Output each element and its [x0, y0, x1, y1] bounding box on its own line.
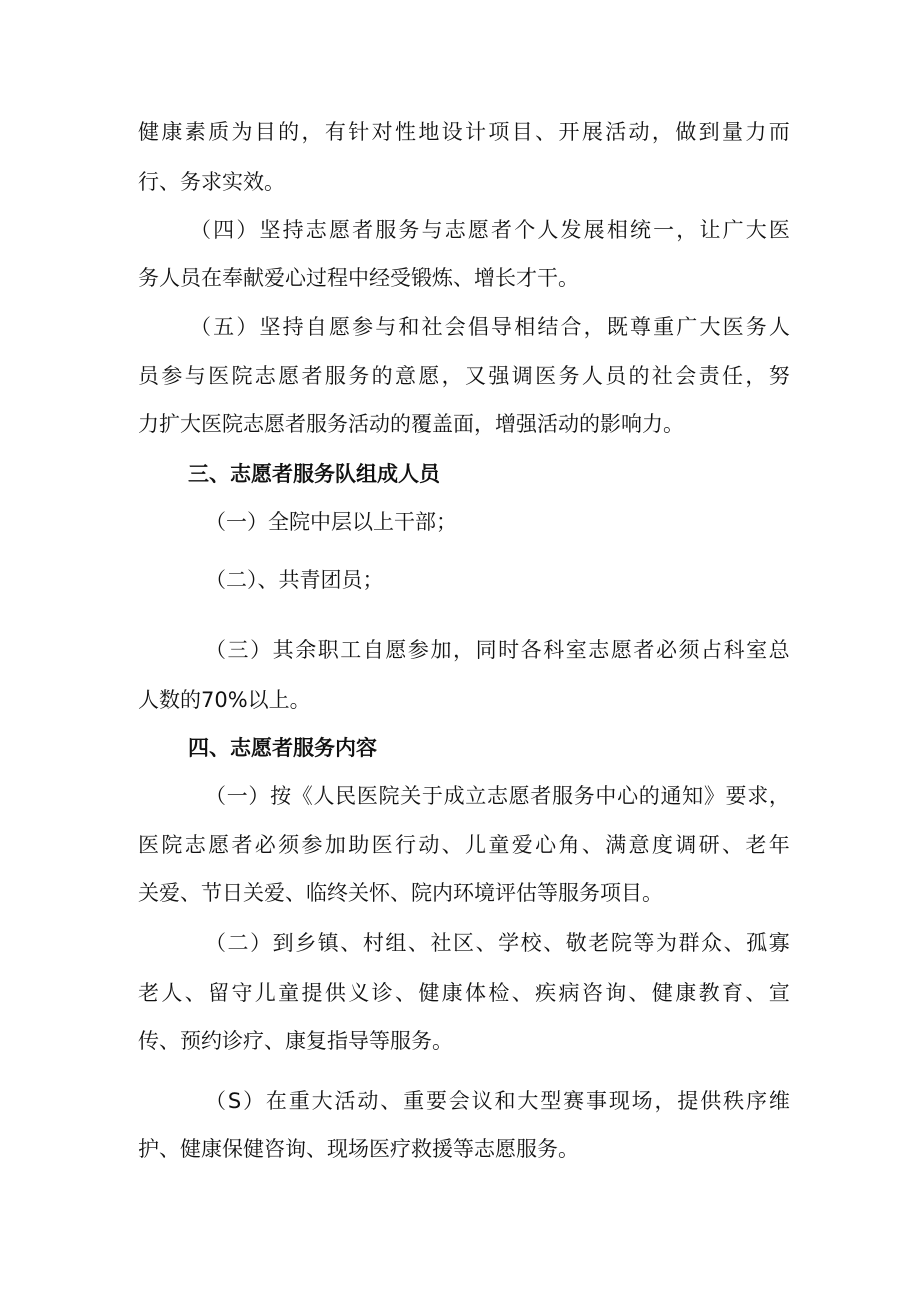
body-line: 医 院 志 愿 者 必 须 参 加 助 医 行 动 、 儿 童 爱 心 角 、 满 意 度 调 研 、 老 年 [138, 833, 790, 857]
body-line: 健 康 素 质 为 目 的 ， 有 针 对 性 地 设 计 项 目 、 开 展 活 动 ， 做 到 量 力 而 [138, 120, 790, 144]
paragraph-4: （ 四 ） 坚 持 志 愿 者 服 务 与 志 愿 者 个 人 发 展 相 统 一 ， 让 广 大 医 [190, 218, 790, 242]
body-line: 行、务求实效。 [138, 170, 285, 194]
body-line: 关爱、节日关爱、临终关怀、院内环境评估等服务项目。 [138, 881, 663, 905]
list-item: （二）、共青团员； [205, 568, 384, 592]
list-item: （ 三 ） 其 余 职 工 自 愿 参 加 ， 同 时 各 科 室 志 愿 者 必 须 占 科 室 总 [205, 638, 790, 662]
paragraph-item: （ S ） 在 重 大 活 动 、 重 要 会 议 和 大 型 赛 事 现 场 ， 提 供 秩 序 维 [205, 1089, 790, 1113]
body-line: 传、预约诊疗、康复指导等服务。 [138, 1029, 453, 1053]
section-heading-3: 三、志愿者服务队组成人员 [188, 462, 440, 486]
list-item: （一）全院中层以上干部； [205, 510, 457, 534]
paragraph-5: （ 五 ） 坚 持 自 愿 参 与 和 社 会 倡 导 相 结 合 ， 既 尊 重 广 大 医 务 人 [190, 315, 790, 339]
section-heading-4: 四、志愿者服务内容 [188, 736, 377, 760]
paragraph-item: （ 一 ） 按 《 人 民 医 院 关 于 成 立 志 愿 者 服 务 中 心 的 通 知 》 要 求 ， [205, 784, 790, 808]
body-line: 务人员在奉献爱心过程中经受锻炼、增长才干。 [138, 266, 579, 290]
body-line: 人数的70%以上。 [138, 688, 311, 712]
body-line: 力扩大医院志愿者服务活动的覆盖面，增强活动的影响力。 [138, 412, 684, 436]
body-line: 护、健康保健咨询、现场医疗救援等志愿服务。 [138, 1137, 579, 1161]
body-line: 员 参 与 医 院 志 愿 者 服 务 的 意 愿 ， 又 强 调 医 务 人 员 的 社 会 责 任 ， 努 [138, 364, 790, 388]
paragraph-item: （ 二 ） 到 乡 镇 、 村 组 、 社 区 、 学 校 、 敬 老 院 等 为 群 众 、 孤 寡 [205, 931, 790, 955]
body-line: 老 人 、 留 守 儿 童 提 供 义 诊 、 健 康 体 检 、 疾 病 咨 询 、 健 康 教 育 、 宣 [138, 981, 790, 1005]
